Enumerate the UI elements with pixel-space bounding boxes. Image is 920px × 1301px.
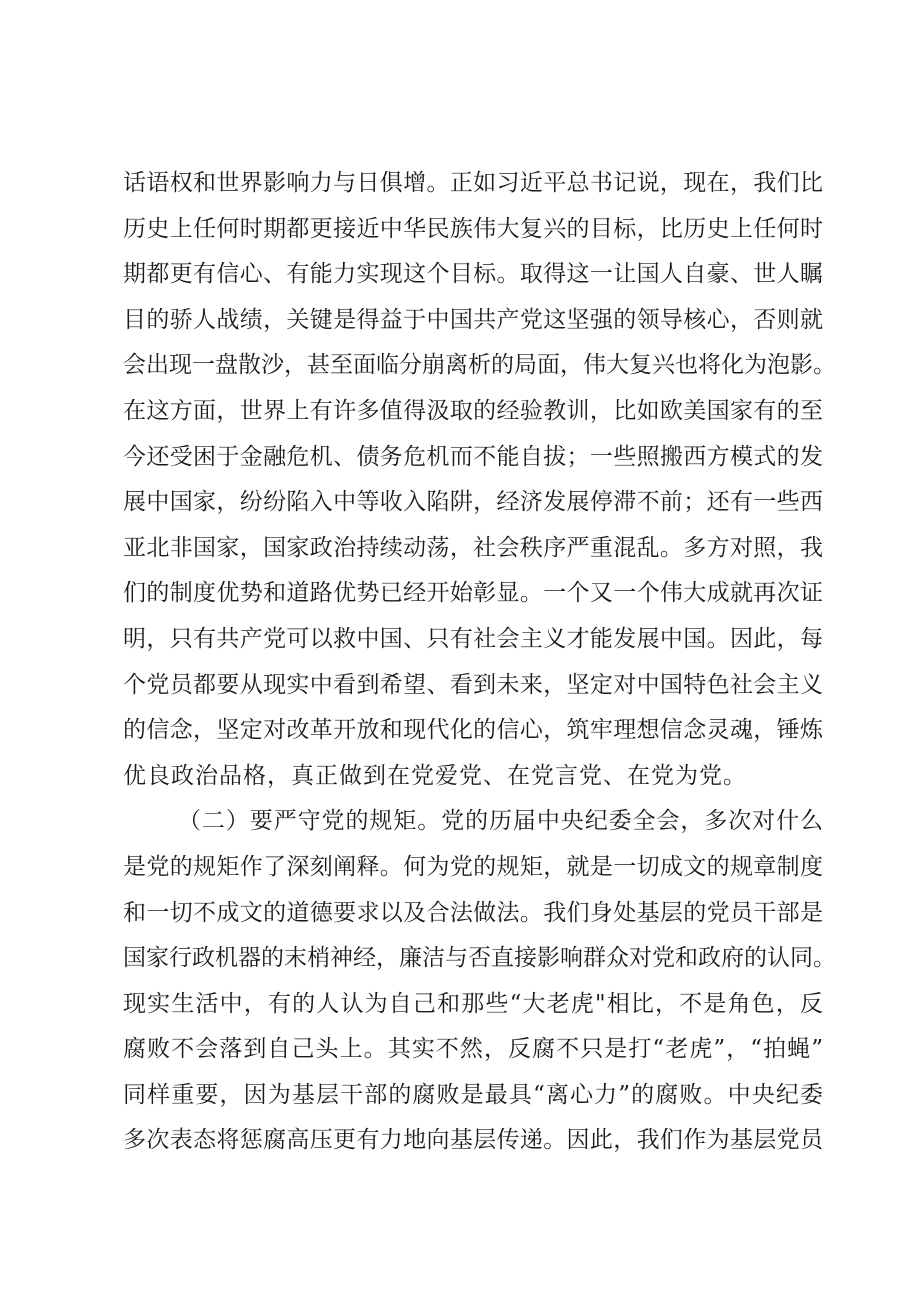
paragraph-2 <box>123 799 836 1164</box>
text-line: 个党员都要从现实中看到希望、看到未来，坚定对中国特色社会主义 <box>123 671 823 698</box>
text-line: 期都更有信心、有能力实现这个目标。取得这一让国人自豪、世人瞩 <box>123 261 823 288</box>
paragraph-1 <box>123 161 836 799</box>
text-line: 腐败不会落到自己头上。其实不然，反腐不只是打“老虎”，“拍蝇” <box>123 1036 823 1063</box>
text-line: 优良政治品格，真正做到在党爱党、在党言党、在党为党。 <box>123 762 747 789</box>
text-line: 多次表态将惩腐高压更有力地向基层传递。因此，我们作为基层党员 <box>123 1127 823 1154</box>
text-line: 明，只有共产党可以救中国、只有社会主义才能发展中国。因此，每 <box>123 625 823 652</box>
text-line: 历史上任何时期都更接近中华民族伟大复兴的目标，比历史上任何时 <box>123 215 823 242</box>
document-body <box>123 161 836 1164</box>
text-line: 国家行政机器的末梢神经，廉洁与否直接影响群众对党和政府的认同。 <box>123 945 836 972</box>
text-line: 和一切不成文的道德要求以及合法做法。我们身处基层的党员干部是 <box>123 899 823 926</box>
text-line: 目的骄人战绩，关键是得益于中国共产党这坚强的领导核心，否则就 <box>123 306 823 333</box>
text-line: 在这方面，世界上有许多值得汲取的经验教训，比如欧美国家有的至 <box>123 397 823 424</box>
text-line: （二）要严守党的规矩。党的历届中央纪委全会，多次对什么 <box>178 808 823 835</box>
text-line: 们的制度优势和道路优势已经开始彰显。一个又一个伟大成就再次证 <box>123 580 823 607</box>
text-line: 亚北非国家，国家政治持续动荡，社会秩序严重混乱。多方对照，我 <box>123 534 823 561</box>
text-line: 话语权和世界影响力与日俱增。正如习近平总书记说，现在，我们比 <box>123 170 823 196</box>
text-line: 的信念，坚定对改革开放和现代化的信心，筑牢理想信念灵魂，锤炼 <box>123 717 823 744</box>
text-line: 同样重要，因为基层干部的腐败是最具“离心力”的腐败。中央纪委 <box>123 1081 823 1108</box>
text-line: 会出现一盘散沙，甚至面临分崩离析的局面，伟大复兴也将化为泡影。 <box>123 352 836 379</box>
text-line: 是党的规矩作了深刻阐释。何为党的规矩，就是一切成文的规章制度 <box>123 853 823 880</box>
text-line: 今还受困于金融危机、债务危机而不能自拔；一些照搬西方模式的发 <box>123 443 823 470</box>
text-line: 展中国家，纷纷陷入中等收入陷阱，经济发展停滞不前；还有一些西 <box>123 489 823 516</box>
text-line: 现实生活中，有的人认为自己和那些“大老虎"相比，不是角色，反 <box>123 990 823 1017</box>
